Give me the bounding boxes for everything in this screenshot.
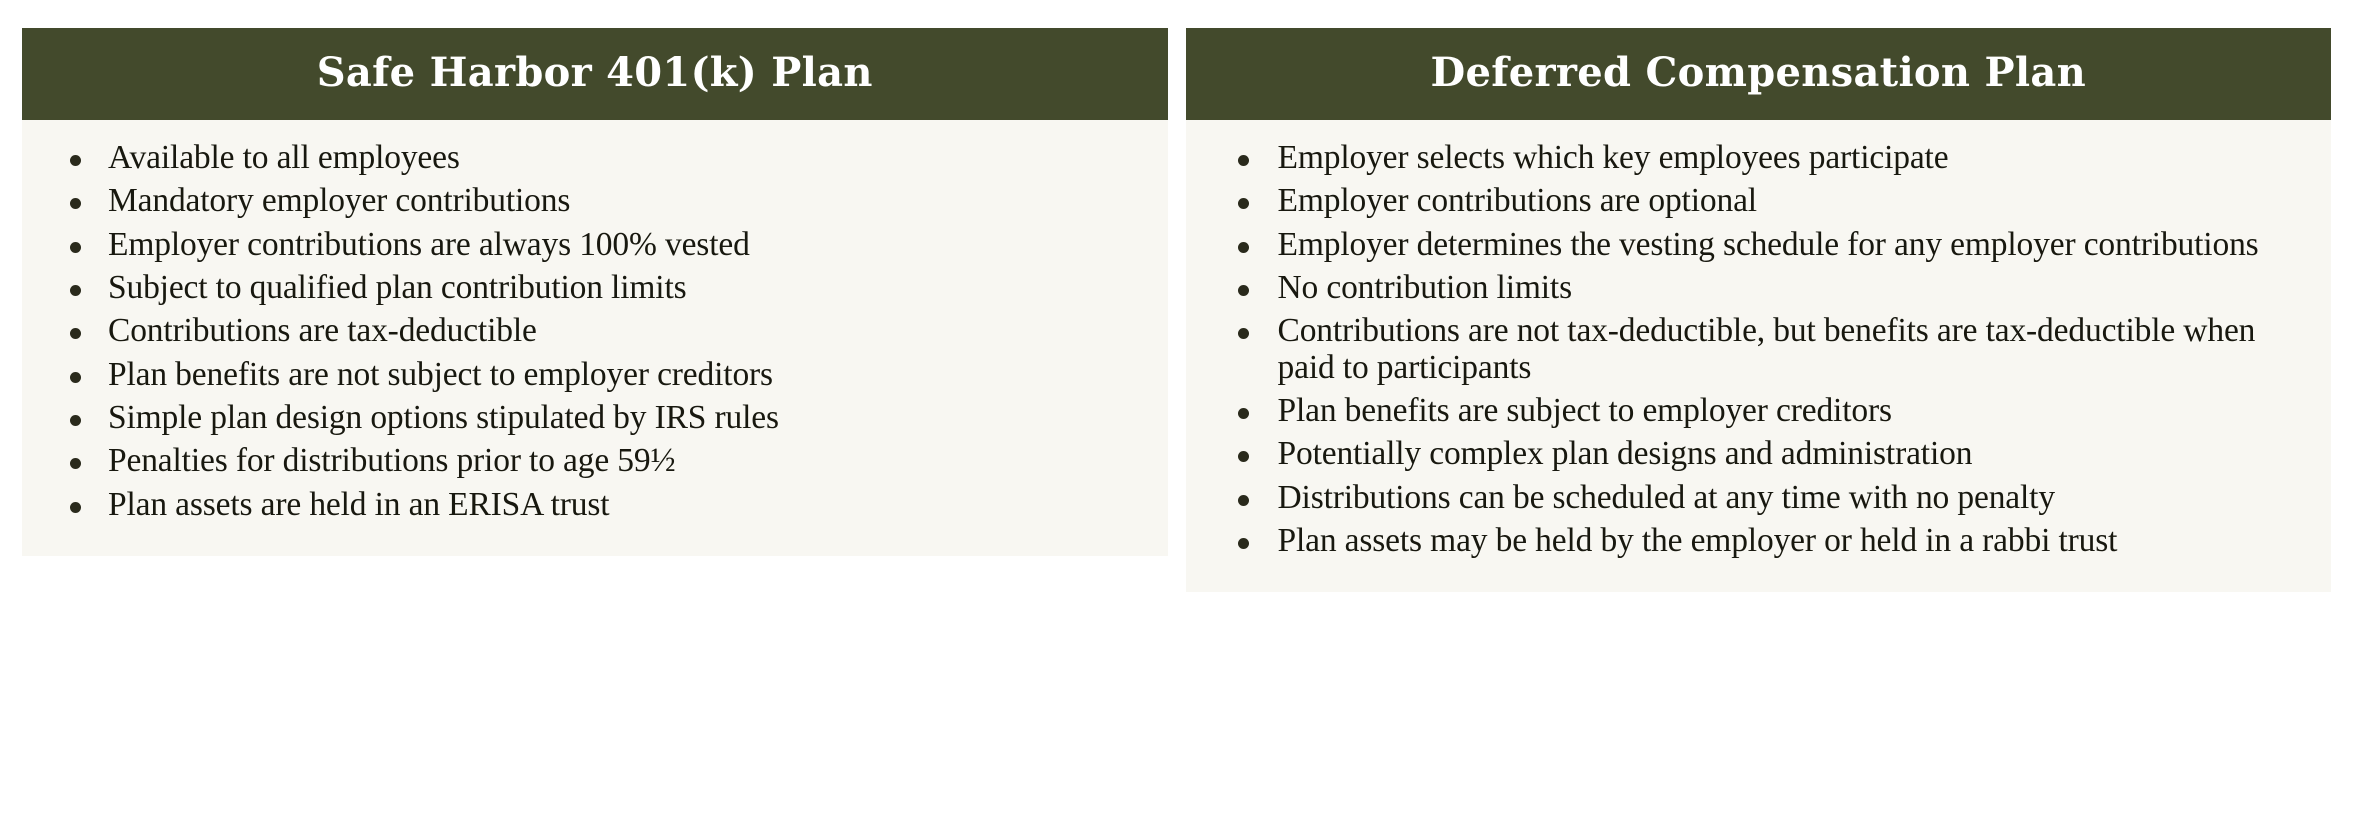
list-item-label: Plan assets are held in an ERISA trust <box>108 485 610 523</box>
list-item-label: Contributions are not tax-deductible, but benefits are tax-deductible when paid to participants <box>1277 312 2256 386</box>
bullet-dot-icon <box>70 242 81 253</box>
list-item <box>52 227 1138 263</box>
list-item-label: Mandatory employer contributions <box>108 182 571 220</box>
bullet-dot-icon <box>1238 328 1249 339</box>
bullet-dot-icon <box>70 372 81 383</box>
list-item-label: Potentially complex plan designs and administration <box>1277 435 1973 473</box>
column-body-deferred-compensation <box>1186 120 2332 592</box>
list-item-label: Simple plan design options stipulated by IRS rules <box>108 399 779 437</box>
bullet-dot-icon <box>1238 285 1249 296</box>
list-item <box>52 400 1138 436</box>
bullet-dot-icon <box>1238 155 1249 166</box>
list-item-label: Plan benefits are subject to employer creditors <box>1277 392 1892 430</box>
bullet-dot-icon <box>1238 495 1249 506</box>
list-item-label: Distributions can be scheduled at any time with no penalty <box>1277 478 2055 516</box>
list-item-label: Penalties for distributions prior to age 59½ <box>108 442 676 480</box>
list-item-label: Employer contributions are optional <box>1277 182 1757 220</box>
list-item-label: Contributions are tax-deductible <box>108 312 537 350</box>
list-item <box>52 487 1138 523</box>
list-item <box>52 270 1138 306</box>
bullet-dot-icon <box>70 285 81 296</box>
list-item <box>1216 523 2302 559</box>
list-item <box>1216 393 2302 429</box>
list-item <box>1216 436 2302 472</box>
list-item <box>1216 270 2302 306</box>
bullet-dot-icon <box>70 198 81 209</box>
list-item-label: Available to all employees <box>108 139 460 176</box>
bullet-dot-icon <box>1238 538 1249 549</box>
bullet-dot-icon <box>70 502 81 513</box>
list-item <box>1216 183 2302 219</box>
column-header-safe-harbor-401k: Safe Harbor 401(k) Plan <box>22 28 1168 120</box>
list-item <box>52 183 1138 219</box>
list-item <box>1216 480 2302 516</box>
comparison-grid <box>22 28 2331 787</box>
list-item <box>52 443 1138 479</box>
list-item <box>52 357 1138 393</box>
bullet-dot-icon <box>70 328 81 339</box>
list-item-label: Subject to qualified plan contribution limits <box>108 269 687 307</box>
column-deferred-compensation <box>1186 28 2332 592</box>
list-item-label: Employer determines the vesting schedule for any employer contributions <box>1277 225 2259 263</box>
column-header-deferred-compensation: Deferred Compensation Plan <box>1186 28 2332 120</box>
list-item <box>1216 227 2302 263</box>
list-item-label: Employer contributions are always 100% vested <box>108 225 750 263</box>
bullet-list-safe-harbor-401k <box>52 140 1138 523</box>
list-item <box>52 313 1138 349</box>
bullet-dot-icon <box>1238 242 1249 253</box>
bullet-list-deferred-compensation <box>1216 140 2302 559</box>
bullet-dot-icon <box>1238 408 1249 419</box>
bullet-dot-icon <box>1238 198 1249 209</box>
column-body-safe-harbor-401k <box>22 120 1168 556</box>
list-item <box>1216 313 2302 386</box>
bullet-dot-icon <box>70 415 81 426</box>
list-item-label: Employer selects which key employees participate <box>1277 139 1949 176</box>
column-safe-harbor-401k <box>22 28 1168 556</box>
bullet-dot-icon <box>70 458 81 469</box>
list-item-label: No contribution limits <box>1277 269 1572 307</box>
list-item-label: Plan benefits are not subject to employer creditors <box>108 355 773 393</box>
list-item-label: Plan assets may be held by the employer or held in a rabbi trust <box>1277 522 2118 560</box>
list-item <box>1216 140 2302 176</box>
bullet-dot-icon <box>1238 451 1249 462</box>
list-item <box>52 140 1138 176</box>
bullet-dot-icon <box>70 155 81 166</box>
